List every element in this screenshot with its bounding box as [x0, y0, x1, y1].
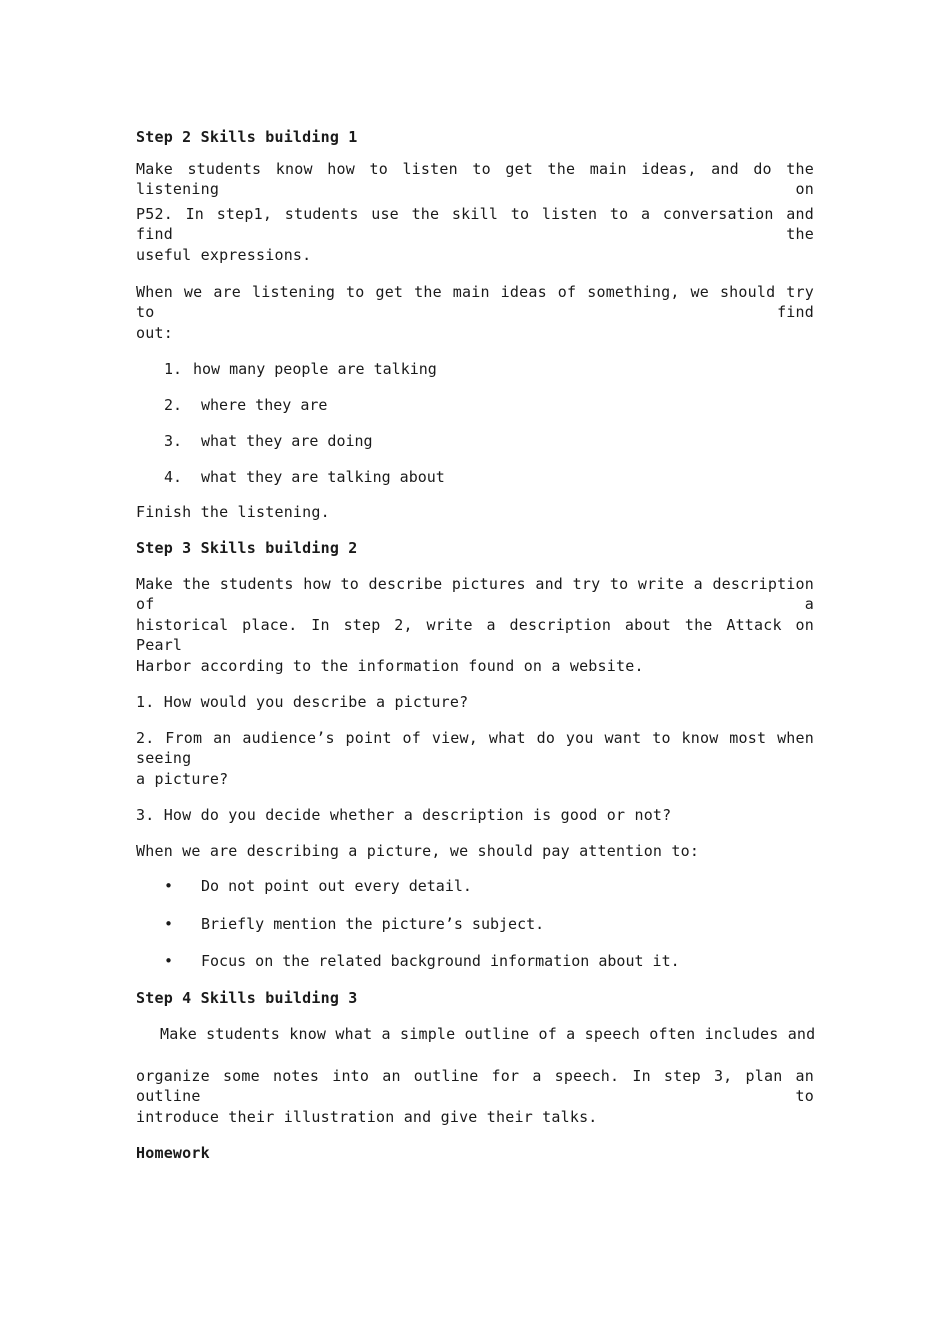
bullet-icon: •	[164, 877, 174, 895]
step3-question-1: 1. How would you describe a picture?	[136, 693, 469, 711]
list-number-2: 2.	[164, 396, 183, 414]
list-item-1: how many people are talking	[193, 360, 437, 378]
homework-heading: Homework	[136, 1144, 210, 1162]
list-number-4: 4.	[164, 468, 183, 486]
step3-attention-text: When we are describing a picture, we should pay attention to:	[136, 842, 700, 860]
step3-heading: Step 3 Skills building 2	[136, 539, 358, 557]
step4-paragraph-line-1: Make students know what a simple outline of a speech often includes and	[160, 1025, 816, 1043]
bullet-icon: •	[164, 952, 174, 970]
step4-paragraph-line-2: organize some notes into an outline for a speech. In step 3, plan an outline to	[136, 1067, 814, 1105]
step2-paragraph-line-2: P52. In step1, students use the skill to listen to a conversation and find the	[136, 205, 814, 243]
list-number-1: 1.	[164, 360, 183, 378]
step2-finish-text: Finish the listening.	[136, 503, 330, 521]
step3-question-2-line-2: a picture?	[136, 770, 229, 788]
list-item-2: where they are	[201, 396, 328, 414]
list-item-4: what they are talking about	[201, 468, 445, 486]
bullet-item-3: Focus on the related background information about it.	[201, 952, 680, 970]
bullet-item-2: Briefly mention the picture’s subject.	[201, 915, 545, 933]
step2-heading: Step 2 Skills building 1	[136, 128, 358, 146]
step3-question-2-line-1: 2. From an audience’s point of view, what do you want to know most when seeing	[136, 729, 814, 767]
step2-paragraph2-line-2: out:	[136, 324, 173, 342]
step2-paragraph2-line-1: When we are listening to get the main ideas of something, we should try to find	[136, 283, 814, 321]
bullet-icon: •	[164, 915, 174, 933]
bullet-item-1: Do not point out every detail.	[201, 877, 472, 895]
step2-paragraph-line-3: useful expressions.	[136, 246, 312, 264]
step3-paragraph-line-3: Harbor according to the information found on a website.	[136, 657, 644, 675]
step3-question-3: 3. How do you decide whether a description is good or not?	[136, 806, 672, 824]
step2-paragraph-line-1: Make students know how to listen to get the main ideas, and do the listening on	[136, 160, 814, 198]
step4-heading: Step 4 Skills building 3	[136, 989, 358, 1007]
step4-paragraph-line-3: introduce their illustration and give their talks.	[136, 1108, 598, 1126]
list-number-3: 3.	[164, 432, 183, 450]
list-item-3: what they are doing	[201, 432, 373, 450]
step3-paragraph-line-1: Make the students how to describe pictures and try to write a description of a	[136, 575, 814, 613]
step3-paragraph-line-2: historical place. In step 2, write a description about the Attack on Pearl	[136, 616, 814, 654]
